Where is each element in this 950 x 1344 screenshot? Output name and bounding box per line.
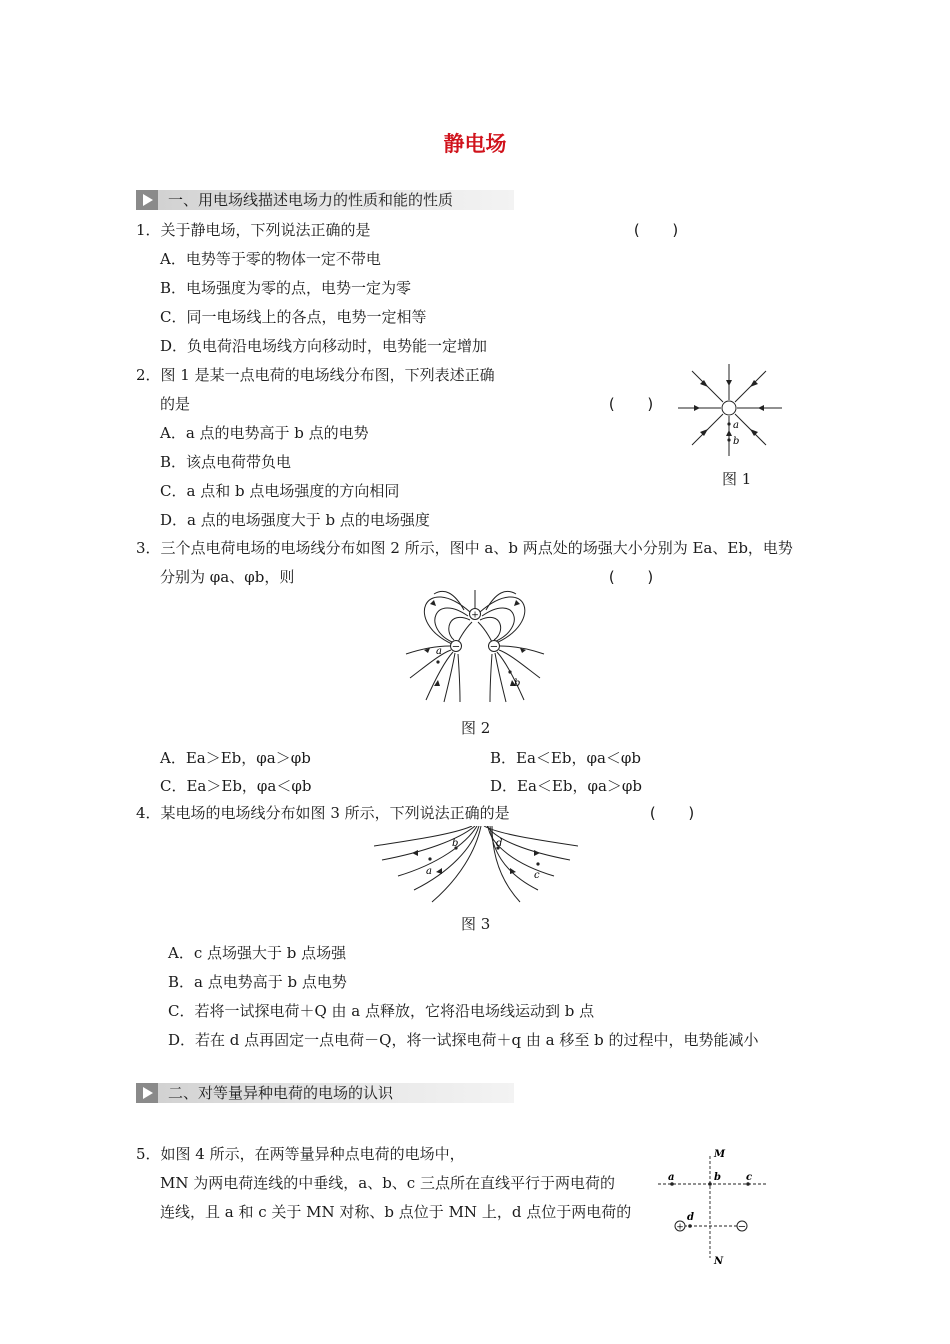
fig3-label-b: b: [452, 838, 459, 849]
q2-option-c: C．a 点和 b 点电场强度的方向相同: [160, 482, 400, 500]
fig1-label-b: b: [733, 436, 740, 447]
fig4-charge-plus: +: [676, 1222, 684, 1233]
fig4-label-d: d: [687, 1212, 694, 1223]
figure-4-dipole: [654, 1146, 770, 1270]
q5-line3: 连线，且 a 和 c 关于 MN 对称、b 点位于 MN 上，d 点位于两电荷的: [160, 1203, 632, 1221]
q2-option-a: A．a 点的电势高于 b 点的电势: [160, 424, 369, 442]
fig4-label-b: b: [714, 1172, 721, 1183]
section-header-1: [136, 190, 514, 210]
q3-option-a: A．Ea＞Eb，φa＞φb: [160, 749, 311, 767]
q4-option-d: D．若在 d 点再固定一点电荷－Q，将一试探电荷＋q 由 a 移至 b 的过程中，电势能减小: [168, 1031, 759, 1049]
play-icon: [136, 190, 158, 210]
q2-stem-line1: 2．图 1 是某一点电荷的电场线分布图，下列表述正确: [136, 366, 495, 384]
fig2-label-b: b: [514, 678, 521, 689]
fig4-label-M: M: [714, 1149, 726, 1160]
q1-answer-paren: ( ): [632, 221, 681, 239]
section-header-2: [136, 1083, 514, 1103]
fig4-label-N: N: [714, 1256, 724, 1267]
q1-option-c: C．同一电场线上的各点，电势一定相等: [160, 308, 427, 326]
figure-1-caption: 图 1: [722, 470, 752, 488]
q2-option-d: D．a 点的电场强度大于 b 点的电场强度: [160, 511, 430, 529]
q4-option-a: A．c 点场强大于 b 点场强: [168, 944, 347, 962]
fig4-label-c: c: [746, 1172, 753, 1183]
q3-option-d: D．Ea＜Eb，φa＞φb: [490, 777, 643, 795]
fig2-charge-minus-left: −: [451, 641, 461, 653]
q1-option-d: D．负电荷沿电场线方向移动时，电势能一定增加: [160, 337, 488, 355]
q3-stem-line2: 分别为 φa、φb，则: [160, 568, 295, 586]
fig4-charge-minus: −: [737, 1221, 747, 1233]
q2-stem-line2: 的是: [160, 395, 191, 413]
q5-line2: MN 为两电荷连线的中垂线，a、b、c 三点所在直线平行于两电荷的: [160, 1174, 615, 1192]
figure-1-radial-field: [672, 362, 786, 458]
section-title-1: 一、用电场线描述电场力的性质和能的性质: [168, 191, 454, 209]
q2-option-b: B．该点电荷带负电: [160, 453, 292, 471]
section-title-2: 二、对等量异种电荷的电场的认识: [168, 1084, 394, 1102]
figure-3-field-lines: [374, 826, 578, 906]
q4-answer-paren: ( ): [648, 804, 697, 822]
fig3-label-d: d: [496, 838, 503, 849]
q3-stem-line1: 3．三个点电荷电场的电场线分布如图 2 所示，图中 a、b 两点处的场强大小分别为 Ea、Eb，电势: [136, 539, 793, 557]
q3-answer-paren: ( ): [607, 568, 656, 586]
q2-answer-paren: ( ): [607, 395, 656, 413]
q3-option-b: B．Ea＜Eb，φa＜φb: [490, 749, 642, 767]
fig3-label-a: a: [426, 866, 432, 877]
figure-2-caption: 图 2: [461, 719, 491, 737]
figure-2-three-charges: [404, 582, 546, 704]
q4-stem: 4．某电场的电场线分布如图 3 所示，下列说法正确的是: [136, 804, 510, 822]
q4-option-c: C．若将一试探电荷＋Q 由 a 点释放，它将沿电场线运动到 b 点: [168, 1002, 595, 1020]
q4-option-b: B．a 点电势高于 b 点电势: [168, 973, 347, 991]
play-icon: [136, 1083, 158, 1103]
q1-option-b: B．电场强度为零的点，电势一定为零: [160, 279, 412, 297]
q3-option-c: C．Ea＞Eb，φa＜φb: [160, 777, 312, 795]
fig2-charge-plus: +: [471, 610, 479, 621]
figure-3-caption: 图 3: [461, 915, 491, 933]
fig3-label-c: c: [534, 870, 540, 881]
fig4-label-a: a: [668, 1172, 675, 1183]
fig1-label-a: a: [733, 420, 739, 431]
fig2-charge-minus-right: −: [489, 641, 499, 653]
page-title: 静电场: [443, 132, 507, 156]
q5-line1: 5．如图 4 所示，在两等量异种点电荷的电场中，: [136, 1145, 465, 1163]
fig2-label-a: a: [436, 646, 442, 657]
q1-option-a: A．电势等于零的物体一定不带电: [160, 250, 381, 268]
q1-stem: 1．关于静电场，下列说法正确的是: [136, 221, 371, 239]
